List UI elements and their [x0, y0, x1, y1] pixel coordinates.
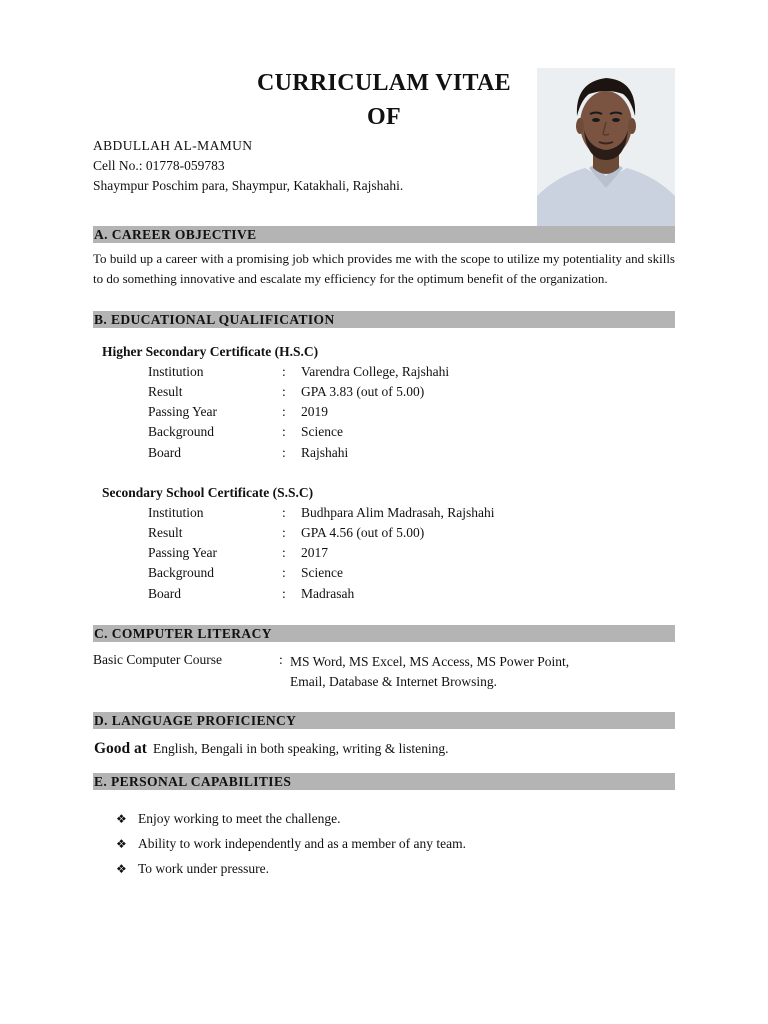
row-separator: : [282, 424, 286, 439]
row-value: GPA 4.56 (out of 5.00) [301, 525, 425, 540]
section-computer-literacy: C. COMPUTER LITERACY [93, 625, 675, 642]
row-label: Background [148, 424, 214, 439]
diamond-bullet-icon: ❖ [116, 862, 127, 876]
capabilities-list [116, 809, 466, 884]
row-label: Institution [148, 364, 204, 379]
computer-skills-line2: Email, Database & Internet Browsing. [290, 674, 497, 689]
row-separator: : [282, 505, 286, 520]
diamond-bullet-icon: ❖ [116, 837, 127, 851]
row-label: Passing Year [148, 404, 218, 419]
computer-course-label: Basic Computer Course [93, 652, 222, 667]
row-label: Institution [148, 505, 204, 520]
applicant-name: ABDULLAH AL-MAMUN [93, 138, 253, 153]
section-personal-capabilities: E. PERSONAL CAPABILITIES [93, 773, 675, 790]
row-separator: : [282, 525, 286, 540]
row-separator: : [282, 364, 286, 379]
row-label: Board [148, 586, 181, 601]
capability-text: Ability to work independently and as a member of any team. [138, 836, 467, 851]
portrait-image [537, 68, 675, 226]
language-lead: Good at [94, 740, 147, 757]
row-value: Varendra College, Rajshahi [301, 364, 450, 379]
cv-title-of: OF [367, 104, 401, 130]
hsc-row [148, 364, 668, 384]
list-item [116, 809, 466, 834]
row-value: Madrasah [301, 586, 355, 601]
row-label: Board [148, 445, 181, 460]
row-separator: : [282, 384, 286, 399]
row-value: Budhpara Alim Madrasah, Rajshahi [301, 505, 495, 520]
ssc-row [148, 545, 668, 565]
row-value: 2019 [301, 404, 328, 419]
diamond-bullet-icon: ❖ [116, 812, 127, 826]
hsc-heading: Higher Secondary Certificate (H.S.C) [102, 344, 319, 359]
language-text: English, Bengali in both speaking, writing & listening. [152, 741, 449, 756]
row-separator: : [282, 545, 286, 560]
hsc-row [148, 404, 668, 424]
ssc-row [148, 525, 668, 545]
capability-text: To work under pressure. [138, 861, 270, 876]
row-value: Rajshahi [301, 445, 349, 460]
ssc-row [148, 505, 668, 525]
computer-course-value [290, 652, 670, 692]
language-line [94, 740, 448, 758]
row-label: Background [148, 565, 214, 580]
section-language-proficiency: D. LANGUAGE PROFICIENCY [93, 712, 675, 729]
row-value: Science [301, 424, 343, 439]
list-item [116, 834, 466, 859]
cv-title: CURRICULAM VITAE [257, 70, 511, 96]
row-separator: : [282, 565, 286, 580]
row-separator: : [282, 445, 286, 460]
address: Shaympur Poschim para, Shaympur, Katakhali, Rajshahi. [93, 178, 404, 193]
hsc-row [148, 445, 668, 465]
cell-number: Cell No.: 01778-059783 [93, 158, 225, 173]
hsc-row [148, 424, 668, 444]
hsc-row [148, 384, 668, 404]
row-label: Passing Year [148, 545, 218, 560]
row-value: GPA 3.83 (out of 5.00) [301, 384, 425, 399]
ssc-heading: Secondary School Certificate (S.S.C) [102, 485, 314, 500]
row-value: 2017 [301, 545, 328, 560]
row-separator: : [279, 652, 283, 667]
list-item [116, 859, 466, 884]
row-label: Result [148, 525, 183, 540]
ssc-row [148, 586, 668, 606]
profile-photo [537, 68, 675, 226]
capability-text: Enjoy working to meet the challenge. [138, 811, 341, 826]
section-career-objective: A. CAREER OBJECTIVE [93, 226, 675, 243]
row-separator: : [282, 586, 286, 601]
row-value: Science [301, 565, 343, 580]
computer-skills-line1: MS Word, MS Excel, MS Access, MS Power Point, [290, 654, 570, 669]
section-educational-qualification: B. EDUCATIONAL QUALIFICATION [93, 311, 675, 328]
ssc-row [148, 565, 668, 585]
career-objective-text: To build up a career with a promising job which provides me with the scope to utilize my potentiality and skills to do something innovative and escalate my efficiency for the optimum benefit of the organization. [93, 251, 675, 286]
row-separator: : [282, 404, 286, 419]
row-label: Result [148, 384, 183, 399]
